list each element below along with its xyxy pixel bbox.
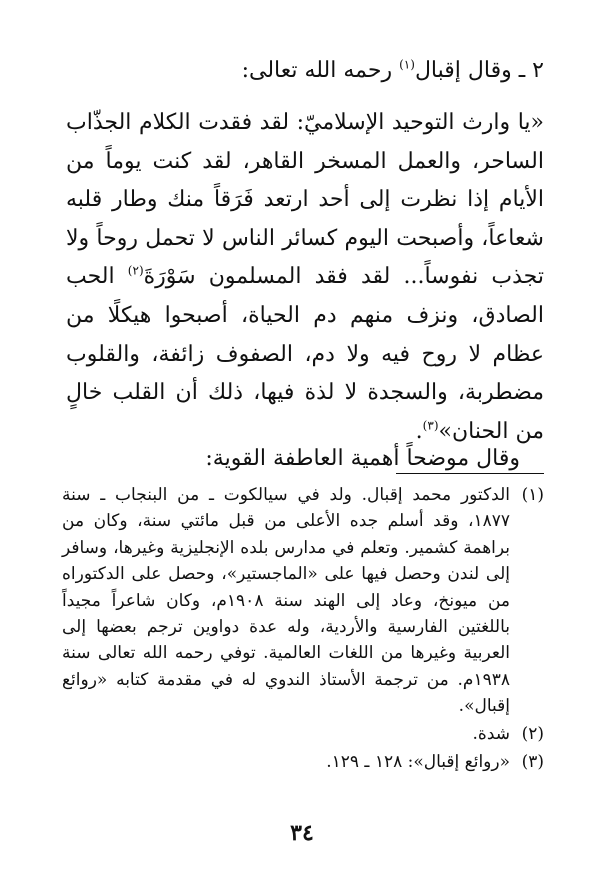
footnote-divider [396, 473, 544, 474]
footnote-item [62, 720, 544, 748]
footnote-ref-3[interactable]: (٣) [422, 418, 439, 433]
subheading: وقال موضحاً أهمية العاطفة القوية: [205, 446, 520, 471]
footnote-text: «روائع إقبال»: ١٢٨ ـ ١٢٩. [326, 751, 510, 772]
quote-text-part-2: الحب الصادق، ونزف منهم دم الحياة، أصبحوا هيكلًا من عظام لا روح فيه ولا دم، الصفوف زائفة، والقلوب مضطربة، والسجدة لا لذة فيها، ذلك أن القلب خالٍ من الحنان» [66, 264, 544, 444]
footnote-text: شدة. [472, 723, 510, 744]
footnote-item [62, 482, 544, 720]
footnote-number: (٣) [521, 751, 544, 772]
heading-text-continued: رحمه الله تعالى: [241, 58, 393, 83]
quote-paragraph [66, 104, 544, 451]
footnote-ref-2[interactable]: (٢) [127, 264, 144, 279]
footnote-ref-1[interactable]: (١) [399, 57, 415, 72]
quote-text-part-1: «يا وارث التوحيد الإسلاميّ: لقد فقدت الكلام الجذّاب الساحر، والعمل المسخر القاهر، لقد كنت يوماً من الأيام إذا نظرت إلى أحد ارتعد فَرَقاً منك وطار قلبه شعاعاً، وأصبحت اليوم كسائر الناس لا تحمل روحاً ولا تجذب نفوساً... لقد فقد المسلمون سَوْرَةَ [66, 110, 544, 290]
section-number: ٢ ـ [518, 58, 544, 83]
footnote-number: (١) [521, 485, 544, 505]
footnotes [62, 482, 544, 776]
footnote-text: الدكتور محمد إقبال. ولد في سيالكوت ـ من البنجاب ـ سنة ١٨٧٧، وقد أسلم جده الأعلى من قبل مائتي سنة، وكان من براهمة كشمير. وتعلم في مدارس بلده الإنجليزية وغيرها، وسافر إلى لندن وحصل فيها على «الماجستير»، وحصل على الدكتوراه من ميونخ، وعاد إلى الهند سنة ١٩٠٨م، وكان شاعراً مجيداً باللغتين الفارسية والأردية، وله عدة دواوين ترجم بعضها إلى العربية وغيرها من اللغات العالمية. توفي رحمه الله تعالى سنة ١٩٣٨م. من ترجمة الأستاذ الندوي له في مقدمة كتابه «روائع إقبال». [62, 485, 510, 717]
footnote-item [62, 748, 544, 776]
page-number: ٣٤ [290, 820, 314, 846]
quote-end-mark: . [415, 418, 423, 444]
heading-text: وقال إقبال [414, 58, 512, 83]
section-heading [60, 54, 544, 88]
footnote-number: (٢) [521, 723, 544, 744]
